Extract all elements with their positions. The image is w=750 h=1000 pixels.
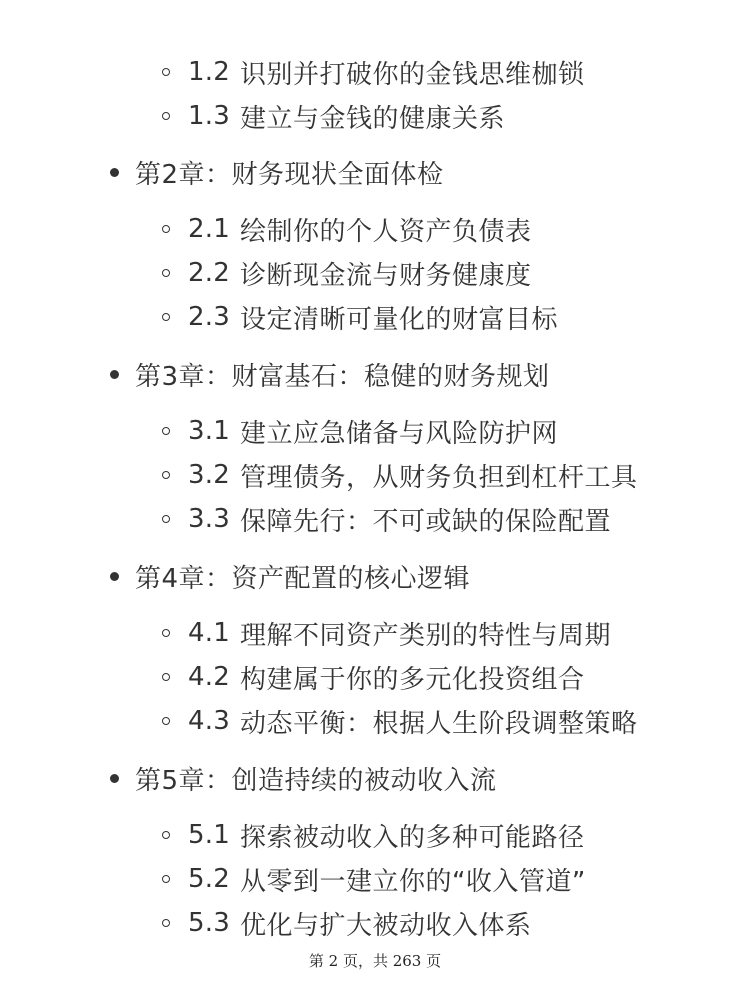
chapter-title: 第5章：创造持续的被动收入流: [135, 765, 497, 796]
toc-section-item: [162, 94, 505, 138]
hollow-bullet-icon: [162, 875, 170, 883]
toc-section-item: [162, 857, 586, 901]
hollow-bullet-icon: [162, 313, 170, 321]
hollow-bullet-icon: [162, 427, 170, 435]
filled-bullet-icon: [110, 168, 119, 177]
toc-chapter-item: [110, 554, 470, 598]
hollow-bullet-icon: [162, 471, 170, 479]
toc-section-item: [162, 497, 611, 541]
section-number: 4.3: [188, 706, 230, 736]
toc-section-item: [162, 251, 531, 295]
section-title: 动态平衡：根据人生阶段调整策略: [239, 708, 638, 739]
toc-section-item: [162, 611, 611, 655]
toc-chapter-item: [110, 756, 497, 800]
toc-section-item: [162, 901, 531, 945]
section-number: 3.2: [188, 460, 230, 490]
hollow-bullet-icon: [162, 629, 170, 637]
section-number: 5.3: [188, 908, 230, 938]
hollow-bullet-icon: [162, 515, 170, 523]
toc-section-item: [162, 409, 558, 453]
section-number: 2.1: [188, 214, 230, 244]
section-title: 绘制你的个人资产负债表: [239, 216, 532, 247]
section-number: 5.2: [188, 864, 230, 894]
hollow-bullet-icon: [162, 112, 170, 120]
chapter-title: 第4章：资产配置的核心逻辑: [135, 563, 471, 594]
toc-section-item: [162, 207, 531, 251]
section-title: 构建属于你的多元化投资组合: [239, 664, 585, 695]
toc-chapter-item: [110, 150, 444, 194]
hollow-bullet-icon: [162, 68, 170, 76]
toc-section-item: [162, 813, 584, 857]
section-number: 4.2: [188, 662, 230, 692]
section-number: 4.1: [188, 618, 230, 648]
section-number: 2.3: [188, 302, 230, 332]
toc-chapter-item: [110, 352, 550, 396]
section-title: 管理债务，从财务负担到杠杆工具: [239, 462, 638, 493]
hollow-bullet-icon: [162, 919, 170, 927]
hollow-bullet-icon: [162, 225, 170, 233]
section-number: 3.3: [188, 504, 230, 534]
section-title: 识别并打破你的金钱思维枷锁: [239, 59, 585, 90]
section-title: 理解不同资产类别的特性与周期: [239, 620, 611, 651]
toc-section-item: [162, 50, 584, 94]
toc-section-item: [162, 295, 558, 339]
section-number: 3.1: [188, 416, 230, 446]
chapter-title: 第3章：财富基石：稳健的财务规划: [135, 361, 550, 392]
section-number: 2.2: [188, 258, 230, 288]
section-title: 建立与金钱的健康关系: [239, 103, 505, 134]
section-title: 诊断现金流与财务健康度: [239, 260, 532, 291]
hollow-bullet-icon: [162, 717, 170, 725]
section-title: 设定清晰可量化的财富目标: [239, 304, 558, 335]
toc-section-item: [162, 655, 584, 699]
hollow-bullet-icon: [162, 269, 170, 277]
page-number-footer: 第 2 页，共 263 页: [308, 952, 442, 970]
filled-bullet-icon: [110, 370, 119, 379]
section-title: 探索被动收入的多种可能路径: [239, 822, 585, 853]
chapter-title: 第2章：财务现状全面体检: [135, 159, 444, 190]
filled-bullet-icon: [110, 572, 119, 581]
toc-section-item: [162, 453, 637, 497]
section-title: 优化与扩大被动收入体系: [239, 910, 532, 941]
section-number: 5.1: [188, 820, 230, 850]
section-title: 从零到一建立你的“收入管道”: [239, 866, 586, 897]
section-number: 1.2: [188, 57, 230, 87]
section-number: 1.3: [188, 101, 230, 131]
hollow-bullet-icon: [162, 673, 170, 681]
filled-bullet-icon: [110, 774, 119, 783]
section-title: 保障先行：不可或缺的保险配置: [239, 506, 611, 537]
section-title: 建立应急储备与风险防护网: [239, 418, 558, 449]
hollow-bullet-icon: [162, 831, 170, 839]
toc-section-item: [162, 699, 637, 743]
